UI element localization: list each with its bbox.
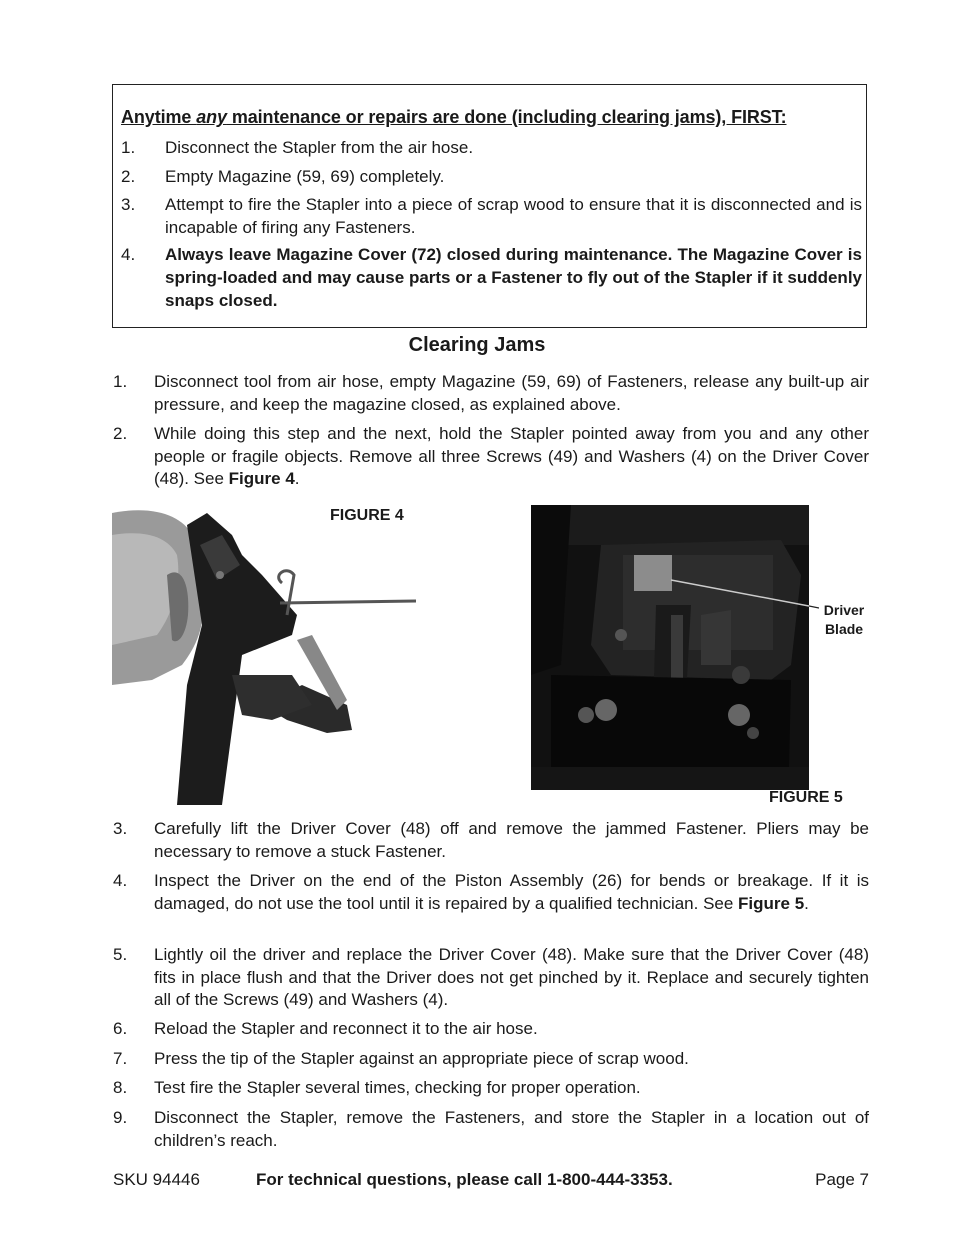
- warning-item-number: 3.: [121, 195, 136, 214]
- figure-4-label: FIGURE 4: [330, 507, 404, 524]
- footer-sku: SKU 94446: [113, 1170, 200, 1189]
- step-text: While doing this step and the next, hold the Stapler pointed away from you and any other people or fragile objects. Remove all three Screws (49) and Washers (4) on the Driver Cover (48). See Figure 4.: [154, 424, 869, 488]
- figure-4-photo: [112, 505, 416, 805]
- callout-line: Blade: [824, 621, 864, 637]
- step-text: Inspect the Driver on the end of the Piston Assembly (26) for bends or breakage. If it is damaged, do not use the tool until it is repaired by a qualified technician. See Figure 5.: [154, 871, 869, 913]
- driver-blade-callout: [815, 601, 873, 639]
- step-text: Disconnect tool from air hose, empty Magazine (59, 69) of Fasteners, release any built-up air pressure, and keep the magazine closed, as explained above.: [154, 372, 869, 414]
- step-number: 7.: [113, 1049, 128, 1068]
- step-number: 5.: [113, 945, 128, 964]
- figure-5-label: FIGURE 5: [769, 789, 843, 806]
- maintenance-warning-box: [112, 84, 867, 328]
- step-text: Reload the Stapler and reconnect it to the air hose.: [154, 1019, 538, 1038]
- warning-item-number: 4.: [121, 245, 136, 264]
- step-text: Test fire the Stapler several times, checking for proper operation.: [154, 1078, 641, 1097]
- step-text: Press the tip of the Stapler against an appropriate piece of scrap wood.: [154, 1049, 689, 1068]
- warning-title: Anytime any maintenance or repairs are done (including clearing jams), FIRST:: [121, 107, 787, 127]
- step-text: Carefully lift the Driver Cover (48) off and remove the jammed Fastener. Pliers may be necessary to remove a stuck Fastener.: [154, 819, 869, 861]
- warning-item-number: 1.: [121, 138, 136, 157]
- step-number: 4.: [113, 871, 128, 890]
- section-heading: Clearing Jams: [408, 334, 546, 356]
- step-number: 9.: [113, 1108, 128, 1127]
- footer-page-number: Page 7: [815, 1170, 869, 1189]
- warning-item-text: Always leave Magazine Cover (72) closed during maintenance. The Magazine Cover is spring-loaded and may cause parts or a Fastener to fly out of the Stapler if it suddenly snaps closed.: [165, 245, 862, 310]
- step-text: Disconnect the Stapler, remove the Fasteners, and store the Stapler in a location out of children’s reach.: [154, 1108, 869, 1150]
- warning-item-number: 2.: [121, 167, 136, 186]
- step-number: 6.: [113, 1019, 128, 1038]
- callout-line: Driver: [823, 602, 865, 618]
- warning-item-text: Empty Magazine (59, 69) completely.: [165, 167, 445, 186]
- figure-5-photo: [531, 505, 809, 790]
- warning-item-text: Disconnect the Stapler from the air hose.: [165, 138, 474, 157]
- step-number: 2.: [113, 424, 128, 443]
- warning-item-text: Attempt to fire the Stapler into a piece of scrap wood to ensure that it is disconnected and is incapable of firing any Fasteners.: [165, 195, 862, 237]
- footer-contact: For technical questions, please call 1-800-444-3353.: [256, 1170, 673, 1189]
- step-text: Lightly oil the driver and replace the Driver Cover (48). Make sure that the Driver Cover (48) fits in place flush and that the Driver does not get pinched by it. Replace and securely tighten all of the Screws (49) and Washers (4).: [154, 945, 869, 1009]
- step-number: 8.: [113, 1078, 128, 1097]
- step-number: 3.: [113, 819, 128, 838]
- step-number: 1.: [113, 372, 128, 391]
